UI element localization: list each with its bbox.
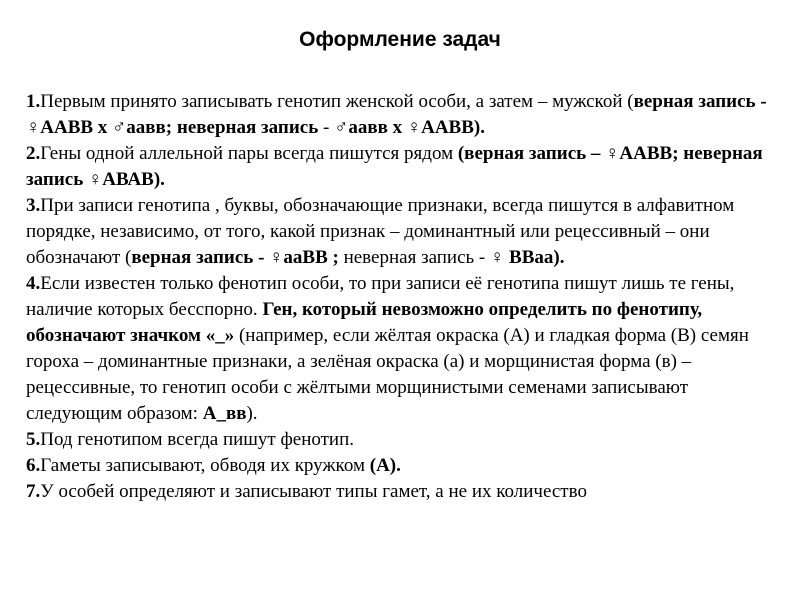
rule-text: ). — [246, 403, 258, 424]
rule-bold-text: Ген, который невозможно определить по фенотипу, обозначают значком «_» — [26, 299, 703, 346]
rule-text: Гаметы записывают, обводя их кружком — [40, 455, 370, 476]
task-rules-list — [26, 89, 778, 505]
rule-item-4 — [26, 271, 778, 427]
rule-item-6 — [26, 453, 778, 479]
rule-bold-text: (верная запись – ♀ААВВ; неверная запись ♀АВАВ). — [26, 143, 763, 190]
rule-text: - — [318, 117, 335, 138]
rule-number: 2. — [26, 143, 41, 164]
rule-text: (например, если жёлтая окраска (А) и гладкая форма (В) семян гороха – доминантные признаки, а зелёная окраска (а) и морщинистая форма (в) – рецессивные, то генотип особи с жёлтыми морщинистыми семенами записывают следующим образом: — [26, 325, 749, 424]
rule-item-2 — [26, 141, 778, 193]
rule-text: При записи генотипа , буквы, обозначающие признаки, всегда пишутся в алфавитном порядке, независимо, от того, какой признак – доминантный или рецессивный – они обозначают ( — [26, 195, 735, 268]
rule-text: неверная запись - — [338, 247, 491, 268]
rule-item-3 — [26, 193, 778, 271]
rule-number: 4. — [26, 273, 41, 294]
rule-number: 6. — [26, 455, 41, 476]
rule-bold-text: ♂аавв х ♀ААВВ). — [334, 117, 485, 138]
rule-bold-text: А_вв — [202, 403, 247, 424]
rule-bold-text: верная запись - ♀ааВВ ; — [131, 247, 339, 268]
rule-text: У особей определяют и записывают типы гамет, а не их количество — [40, 481, 587, 502]
rule-bold-text: ♀ ВВаа). — [490, 247, 565, 268]
rule-item-1 — [26, 89, 778, 141]
rule-number: 5. — [26, 429, 41, 450]
rule-number: 3. — [26, 195, 41, 216]
rule-number: 1. — [26, 91, 41, 112]
rule-number: 7. — [26, 481, 41, 502]
rule-item-5 — [26, 427, 778, 453]
rule-bold-text: верная запись - ♀ААВВ х ♂аавв; неверная запись — [26, 91, 767, 138]
page-title: Оформление задач — [299, 28, 501, 51]
rule-bold-text: (А). — [369, 455, 401, 476]
rule-text: Гены одной аллельной пары всегда пишутся рядом — [40, 143, 458, 164]
rule-text: Под генотипом всегда пишут фенотип. — [40, 429, 355, 450]
rule-text: Первым принято записывать генотип женской особи, а затем – мужской ( — [40, 91, 634, 112]
rule-text: Если известен только фенотип особи, то при записи её генотипа пишут лишь те гены, наличие которых бесспорно. — [26, 273, 735, 320]
rule-item-7 — [26, 479, 778, 505]
